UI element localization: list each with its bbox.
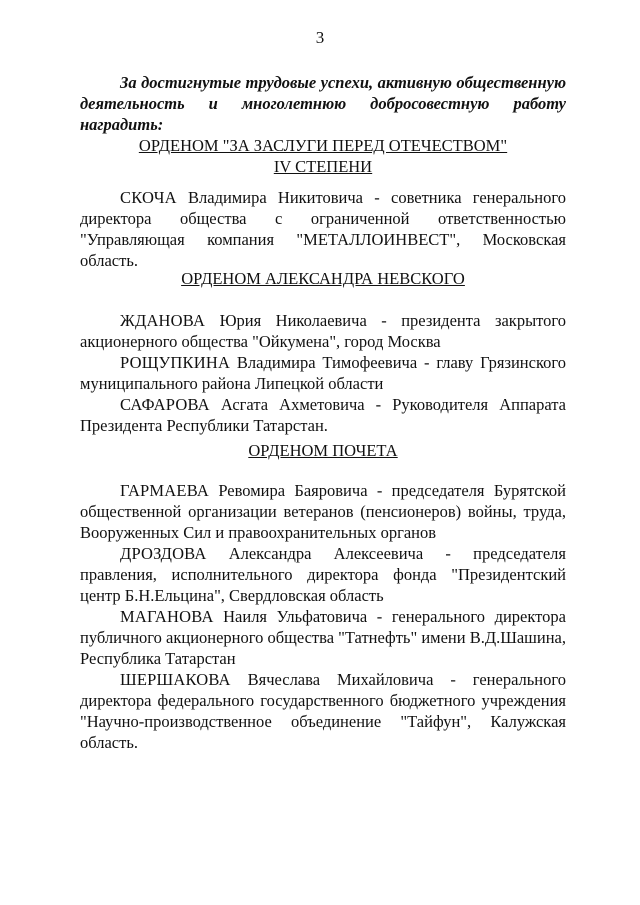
awardee-entry: [80, 187, 566, 271]
awardee-details: Юрия Николаевича - президента закрытого акционерного общества "Ойкумена", город Москва: [80, 311, 566, 351]
awardee-entry: [80, 352, 566, 394]
order-heading-merit: [80, 135, 566, 177]
awardee-surname: РОЩУПКИНА: [120, 353, 231, 372]
awardee-details: Владимира Никитовича - советника генерального директора общества с ограниченной ответственностью "Управляющая компания "МЕТАЛЛОИНВЕСТ", Московская область.: [80, 188, 566, 270]
awardee-entry: [80, 669, 566, 753]
awardee-details: Александра Алексеевича - председателя правления, исполнительного директора фонда "Президентский центр Б.Н.Ельцина", Свердловская область: [80, 544, 566, 605]
awardee-surname: ГАРМАЕВА: [120, 481, 209, 500]
awardee-details: Ревомира Баяровича - председателя Бурятской общественной организации ветеранов (пенсионеров) войны, труда, Вооруженных Сил и правоохранительных органов: [80, 481, 566, 542]
awardee-details: Асгата Ахметовича - Руководителя Аппарата Президента Республики Татарстан.: [80, 395, 566, 435]
awardee-surname: ДРОЗДОВА: [120, 544, 207, 563]
award-list-nevsky: [80, 310, 566, 436]
awardee-surname: ШЕРШАКОВА: [120, 670, 231, 689]
order-heading-line: ОРДЕНОМ ПОЧЕТА: [248, 441, 398, 460]
awardee-details: Наиля Ульфатовича - генерального директора публичного акционерного общества "Татнефть" имени В.Д.Шашина, Республика Татарстан: [80, 607, 566, 668]
award-preamble: За достигнутые трудовые успехи, активную общественную деятельность и многолетнюю добросовестную работу наградить:: [80, 73, 566, 134]
order-heading-honour: [80, 440, 566, 461]
awardee-entry: [80, 543, 566, 606]
order-heading-nevsky: [80, 268, 566, 289]
awardee-entry: [80, 394, 566, 436]
awardee-entry: [80, 606, 566, 669]
order-heading-line: ОРДЕНОМ АЛЕКСАНДРА НЕВСКОГО: [181, 269, 465, 288]
awardee-surname: САФАРОВА: [120, 395, 210, 414]
awardee-entry: [80, 480, 566, 543]
order-heading-line: IV СТЕПЕНИ: [273, 157, 373, 176]
awardee-details: Вячеслава Михайловича - генерального директора федерального государственного бюджетного учреждения "Научно-производственное объединение "Тайфун", Калужская область.: [80, 670, 566, 752]
order-heading-line: ОРДЕНОМ "ЗА ЗАСЛУГИ ПЕРЕД ОТЕЧЕСТВОМ": [138, 136, 508, 155]
awardee-entry: [80, 310, 566, 352]
page-number: 3: [315, 28, 325, 47]
award-list-merit: [80, 187, 566, 271]
awardee-surname: СКОЧА: [120, 188, 177, 207]
awardee-surname: ЖДАНОВА: [120, 311, 206, 330]
award-list-honour: [80, 480, 566, 753]
awardee-details: Владимира Тимофеевича - главу Грязинского муниципального района Липецкой области: [80, 353, 566, 393]
awardee-surname: МАГАНОВА: [120, 607, 214, 626]
